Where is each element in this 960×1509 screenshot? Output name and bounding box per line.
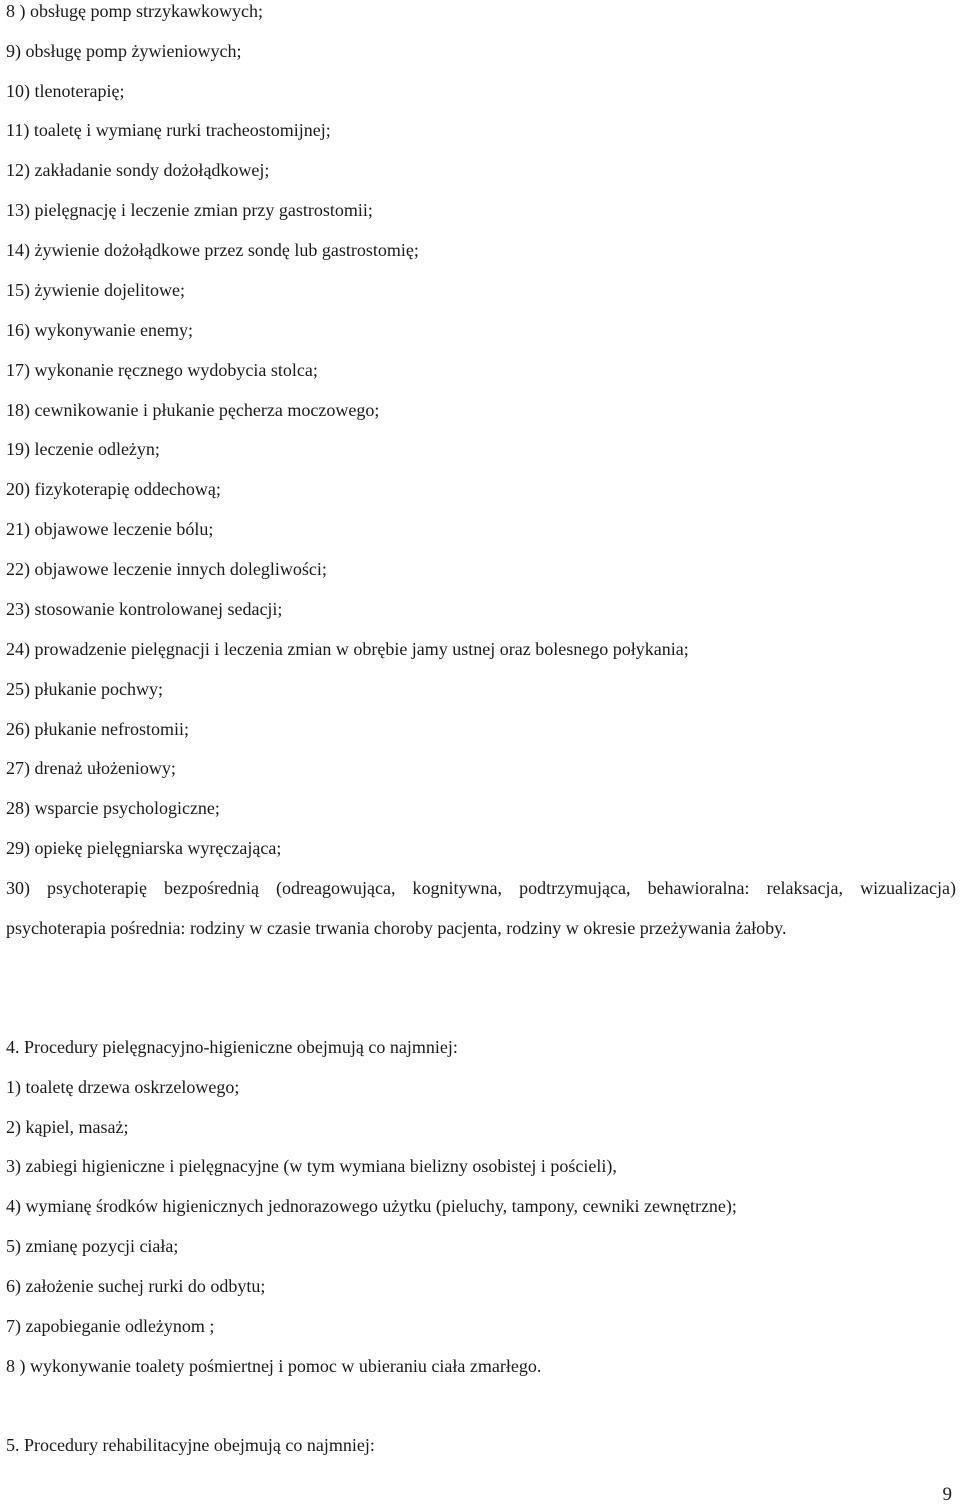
list-item: 8 ) obsługę pomp strzykawkowych;: [6, 1, 263, 21]
list-item: 1) toaletę drzewa oskrzelowego;: [6, 1077, 240, 1097]
list-item: 16) wykonywanie enemy;: [6, 320, 193, 340]
list-item: 24) prowadzenie pielęgnacji i leczenia zmian w obrębie jamy ustnej oraz bolesnego połykania;: [6, 639, 689, 659]
list-item: 2) kąpiel, masaż;: [6, 1117, 129, 1137]
section-4-heading: 4. Procedury pielęgnacyjno-higieniczne obejmują co najmniej:: [6, 1037, 458, 1057]
list-item: 17) wykonanie ręcznego wydobycia stolca;: [6, 360, 318, 380]
list-item-30: 30) psychoterapię bezpośrednią (odreagowująca, kognitywna, podtrzymująca, behawioralna: relaksacja, wizualizacja) psychoterapia pośrednia: rodziny w czasie trwania choroby pacjenta, rodziny w okresie przeżywania żałoby.: [6, 878, 956, 938]
list-item: 10) tlenoterapię;: [6, 81, 125, 101]
list-item: 13) pielęgnację i leczenie zmian przy gastrostomii;: [6, 200, 373, 220]
list-item: 26) płukanie nefrostomii;: [6, 719, 189, 739]
list-item: 8 ) wykonywanie toalety pośmiertnej i pomoc w ubieraniu ciała zmarłego.: [6, 1356, 542, 1376]
list-item: 15) żywienie dojelitowe;: [6, 280, 185, 300]
list-item: 11) toaletę i wymianę rurki tracheostomijnej;: [6, 120, 331, 140]
list-item: 12) zakładanie sondy dożołądkowej;: [6, 160, 270, 180]
list-item: 20) fizykoterapię oddechową;: [6, 479, 221, 499]
list-item: 23) stosowanie kontrolowanej sedacji;: [6, 599, 283, 619]
list-item: 27) drenaż ułożeniowy;: [6, 758, 176, 778]
list-item: 6) założenie suchej rurki do odbytu;: [6, 1276, 266, 1296]
list-item: 7) zapobieganie odleżynom ;: [6, 1316, 215, 1336]
list-item: 19) leczenie odleżyn;: [6, 439, 160, 459]
list-item: 21) objawowe leczenie bólu;: [6, 519, 214, 539]
list-item: 25) płukanie pochwy;: [6, 679, 163, 699]
list-item: 18) cewnikowanie i płukanie pęcherza moczowego;: [6, 400, 380, 420]
section-5-heading: 5. Procedury rehabilitacyjne obejmują co najmniej:: [6, 1435, 375, 1455]
list-item: 22) objawowe leczenie innych dolegliwości;: [6, 559, 327, 579]
list-item: 3) zabiegi higieniczne i pielęgnacyjne (w tym wymiana bielizny osobistej i pościeli),: [6, 1156, 617, 1176]
list-item: 4) wymianę środków higienicznych jednorazowego użytku (pieluchy, tampony, cewniki zewnętrzne);: [6, 1196, 737, 1216]
page-number: 9: [942, 1484, 952, 1505]
list-item: 9) obsługę pomp żywieniowych;: [6, 41, 242, 61]
list-item: 28) wsparcie psychologiczne;: [6, 798, 220, 818]
list-item: 5) zmianę pozycji ciała;: [6, 1236, 179, 1256]
list-item: 14) żywienie dożołądkowe przez sondę lub gastrostomię;: [6, 240, 419, 260]
list-item: 29) opiekę pielęgniarska wyręczająca;: [6, 838, 282, 858]
